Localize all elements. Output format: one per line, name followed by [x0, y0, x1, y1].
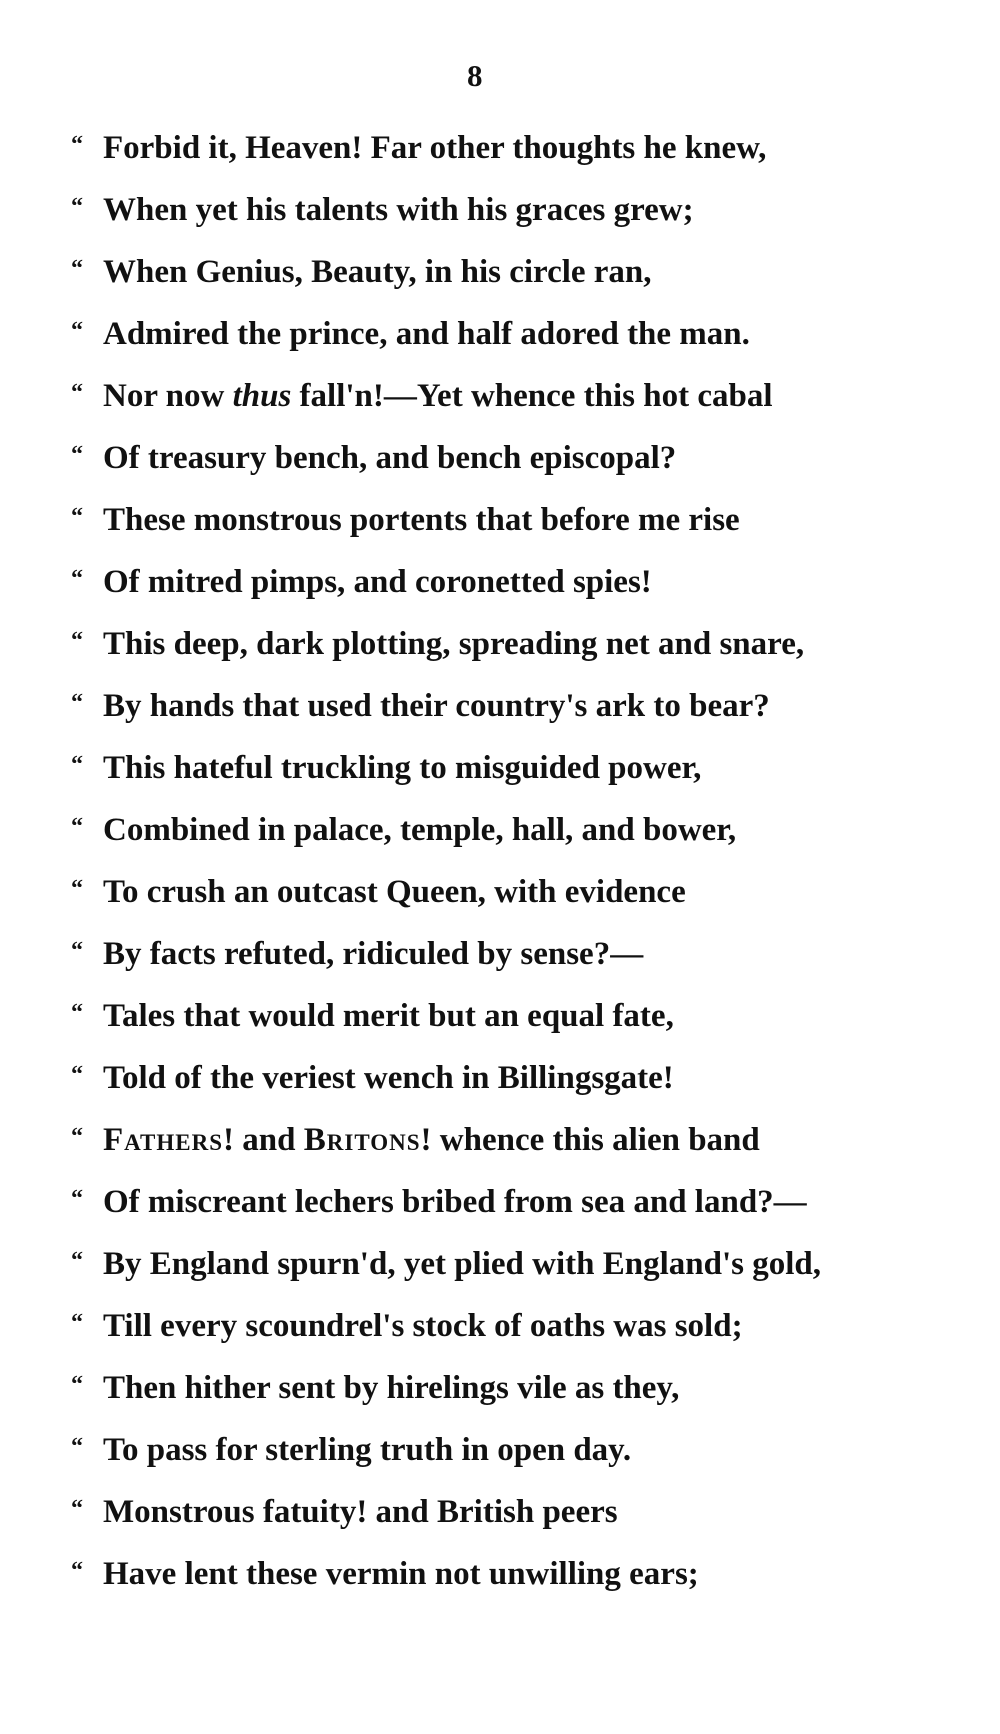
poem-line	[71, 1058, 971, 1120]
poem-line-text: Have lent these vermin not unwilling ears;	[103, 1556, 699, 1592]
small-caps-word: Fathers	[103, 1122, 224, 1158]
page-number: 8	[467, 58, 483, 93]
poem-line-text: Told of the veriest wench in Billingsgate!	[103, 1060, 674, 1096]
opening-quote-mark: “	[71, 1310, 83, 1336]
poem-line-text: Monstrous fatuity! and British peers	[103, 1494, 618, 1530]
poem-line-text: This deep, dark plotting, spreading net and snare,	[103, 626, 805, 662]
poem-line-text: Of mitred pimps, and coronetted spies!	[103, 564, 652, 600]
poem-line-text	[103, 1120, 760, 1160]
opening-quote-mark: “	[71, 194, 83, 220]
poem-line	[71, 1554, 971, 1616]
poem-line	[71, 624, 971, 686]
poem-line	[71, 438, 971, 500]
poem-line	[71, 376, 971, 438]
poem-line-text: To pass for sterling truth in open day.	[103, 1432, 632, 1468]
opening-quote-mark: “	[71, 938, 83, 964]
poem-line	[71, 1244, 971, 1306]
opening-quote-mark: “	[71, 318, 83, 344]
opening-quote-mark: “	[71, 628, 83, 654]
poem-line-text: This hateful truckling to misguided power,	[103, 750, 702, 786]
poem-line-text: Combined in palace, temple, hall, and bower,	[103, 812, 737, 848]
opening-quote-mark: “	[71, 1062, 83, 1088]
opening-quote-mark: “	[71, 752, 83, 778]
opening-quote-mark: “	[71, 1558, 83, 1584]
opening-quote-mark: “	[71, 1372, 83, 1398]
poem-line	[71, 190, 971, 252]
opening-quote-mark: “	[71, 1248, 83, 1274]
poem-line-text: By hands that used their country's ark to bear?	[103, 688, 770, 724]
poem-text	[71, 128, 971, 1616]
opening-quote-mark: “	[71, 442, 83, 468]
poem-line	[71, 500, 971, 562]
poem-line	[71, 1182, 971, 1244]
poem-line-text: Then hither sent by hirelings vile as they,	[103, 1370, 680, 1406]
poem-line	[71, 810, 971, 872]
poem-line	[71, 1368, 971, 1430]
poem-line-text: When Genius, Beauty, in his circle ran,	[103, 254, 652, 290]
poem-line	[71, 1306, 971, 1368]
poem-line-text: Of miscreant lechers bribed from sea and land?—	[103, 1184, 807, 1220]
poem-line-text: Tales that would merit but an equal fate,	[103, 998, 674, 1034]
poem-line	[71, 996, 971, 1058]
poem-line-fragment: Nor now	[103, 378, 233, 414]
poem-line	[71, 1120, 971, 1182]
poem-line-text: Till every scoundrel's stock of oaths was sold;	[103, 1308, 743, 1344]
poem-line-text: By England spurn'd, yet plied with England's gold,	[103, 1246, 822, 1282]
opening-quote-mark: “	[71, 1124, 83, 1150]
opening-quote-mark: “	[71, 1434, 83, 1460]
opening-quote-mark: “	[71, 380, 83, 406]
opening-quote-mark: “	[71, 1000, 83, 1026]
poem-line-text: By facts refuted, ridiculed by sense?—	[103, 936, 644, 972]
opening-quote-mark: “	[71, 504, 83, 530]
poem-line-text: Forbid it, Heaven! Far other thoughts he knew,	[103, 130, 767, 166]
poem-line-text: Admired the prince, and half adored the man.	[103, 316, 750, 352]
poem-line-text: When yet his talents with his graces grew;	[103, 192, 694, 228]
poem-line-text: These monstrous portents that before me rise	[103, 502, 740, 538]
poem-line-text	[103, 376, 773, 416]
poem-line	[71, 686, 971, 748]
poem-line-fragment: ! and	[223, 1122, 304, 1158]
opening-quote-mark: “	[71, 132, 83, 158]
poem-line-text: To crush an outcast Queen, with evidence	[103, 874, 686, 910]
poem-line	[71, 1492, 971, 1554]
poem-line	[71, 562, 971, 624]
opening-quote-mark: “	[71, 876, 83, 902]
opening-quote-mark: “	[71, 1496, 83, 1522]
small-caps-word: Britons	[303, 1122, 421, 1158]
poem-line-fragment: fall'n!—Yet whence this hot cabal	[291, 378, 773, 414]
italic-emphasis: thus	[232, 378, 292, 414]
poem-line	[71, 314, 971, 376]
opening-quote-mark: “	[71, 690, 83, 716]
poem-line	[71, 1430, 971, 1492]
poem-line-text: Of treasury bench, and bench episcopal?	[103, 440, 677, 476]
poem-line	[71, 872, 971, 934]
poem-line	[71, 934, 971, 996]
poem-line	[71, 128, 971, 190]
poem-line-fragment: ! whence this alien band	[420, 1122, 760, 1158]
poem-line	[71, 252, 971, 314]
opening-quote-mark: “	[71, 566, 83, 592]
opening-quote-mark: “	[71, 1186, 83, 1212]
opening-quote-mark: “	[71, 256, 83, 282]
poem-line	[71, 748, 971, 810]
opening-quote-mark: “	[71, 814, 83, 840]
